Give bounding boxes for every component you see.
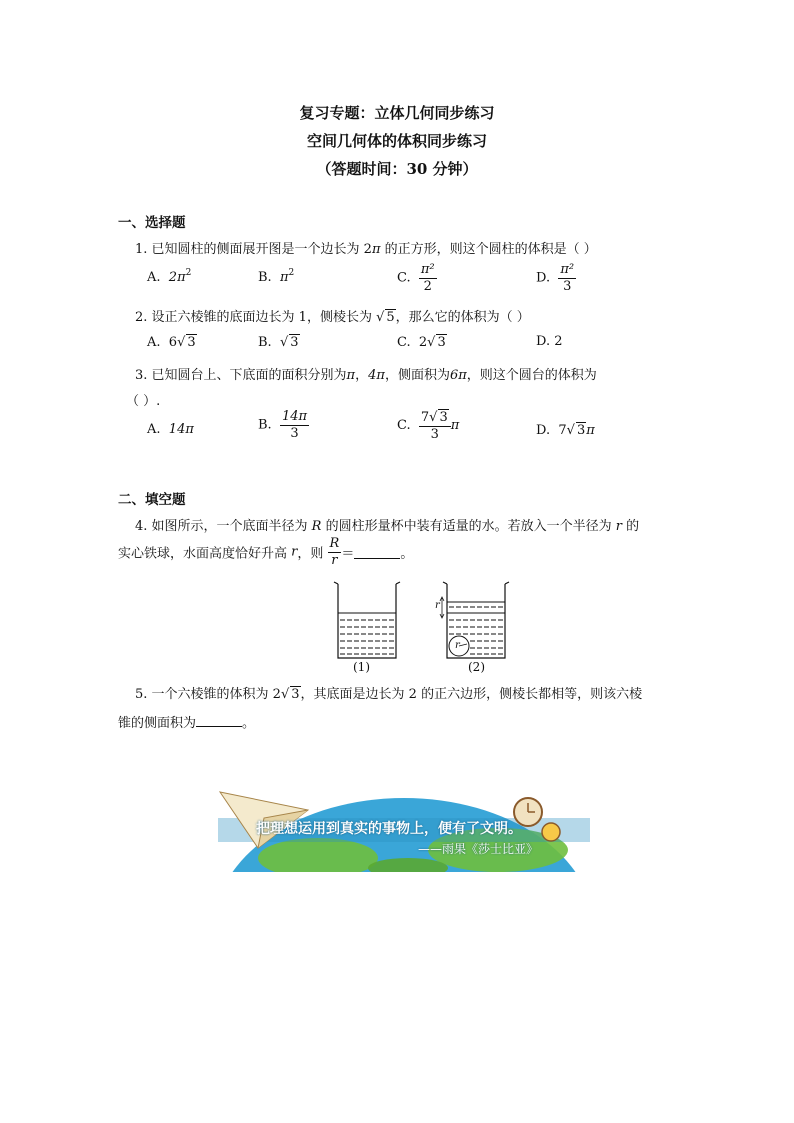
q4-answer-blank[interactable] <box>354 546 400 559</box>
fraction-denominator: 3 <box>430 426 439 442</box>
q2-option-d <box>536 334 563 349</box>
q3-area-1: π <box>346 368 356 383</box>
q3-answer-parens: （ ）. <box>126 394 161 409</box>
option-label: A. <box>147 270 161 285</box>
fraction <box>419 409 451 442</box>
sqrt-symbol: √ <box>566 423 575 438</box>
question-1 <box>135 238 597 257</box>
option-exponent: 2 <box>185 268 192 278</box>
beaker-1 <box>334 582 400 658</box>
option-radicand: 3 <box>437 335 446 350</box>
fig2-ball-label-r: r <box>455 640 460 651</box>
option-label: C. <box>397 335 411 350</box>
beaker-2 <box>440 582 509 658</box>
q4-line2-mid: ，则 <box>297 546 324 562</box>
sqrt-symbol: √ <box>279 335 289 350</box>
sqrt-symbol: √ <box>376 310 385 325</box>
fig2-label-r: r <box>435 600 440 611</box>
section-fill-heading: 二、填空题 <box>118 492 186 508</box>
doc-subtitle-time: （答题时间：30 分钟） <box>316 160 478 178</box>
question-5-line-1 <box>135 683 642 702</box>
q1-text-post: 的正方形，则这个圆柱的体积是（ ） <box>380 242 597 257</box>
q1-option-b <box>258 270 294 285</box>
q5-line2-pre: 锥的侧面积为 <box>118 716 197 731</box>
q3-text-post: ，则这个圆台的体积为 <box>466 368 597 383</box>
q5-text-post: ，其底面是边长为 2 的正六边形，侧棱长都相等，则该六棱 <box>300 687 643 702</box>
option-exponent: 2 <box>288 268 295 278</box>
fig1-caption: (1) <box>353 660 370 674</box>
option-pi: π <box>450 418 460 434</box>
option-label: B. <box>258 417 272 433</box>
q4-period: 。 <box>400 546 414 562</box>
option-label: D. <box>536 270 551 286</box>
fraction-numerator <box>419 409 451 427</box>
q4-text-post: 的圆柱形量杯中装有适量的水。若放入一个半径为 <box>321 519 616 534</box>
q1-text-pre: 1. 已知圆柱的侧面展开图是一个边长为 2 <box>135 242 372 257</box>
q2-option-b <box>258 334 300 350</box>
fraction-denominator: 3 <box>563 278 572 294</box>
option-label: D. <box>536 423 551 438</box>
q5-answer-blank[interactable] <box>196 714 242 727</box>
option-label: D. <box>536 334 551 349</box>
option-radicand: 3 <box>187 335 196 350</box>
q5-text-pre: 5. 一个六棱锥的体积为 2 <box>135 687 281 702</box>
question-5-line-2 <box>118 712 255 731</box>
option-value: 14π <box>168 422 194 437</box>
option-coefficient: 7 <box>558 423 567 438</box>
doc-title-2: 空间几何体的体积同步练习 <box>306 132 487 150</box>
option-radicand: 3 <box>290 335 299 350</box>
question-2 <box>135 306 530 325</box>
q4-text-pre: 4. 如图所示，一个底面半径为 <box>135 519 312 534</box>
option-value: 2π <box>168 270 186 285</box>
q3-option-c <box>397 409 459 442</box>
fraction <box>328 536 342 568</box>
numerator-radicand: 3 <box>439 410 448 425</box>
q3-separator: ， <box>355 368 369 383</box>
banner-quote: 把理想运用到真实的事物上，便有了文明。 <box>256 821 522 837</box>
fraction-denominator: r <box>331 552 338 568</box>
q5-radicand: 3 <box>291 687 300 702</box>
fraction <box>419 262 437 294</box>
q2-option-a <box>147 334 197 350</box>
option-label: A. <box>147 335 161 350</box>
fraction-numerator: R <box>329 536 340 551</box>
q3-text-mid: ，侧面积为 <box>384 368 450 383</box>
option-coefficient: 2 <box>418 335 428 350</box>
q3-text-pre: 3. 已知圆台上、下底面的面积分别为 <box>135 368 347 383</box>
option-label: C. <box>397 270 411 286</box>
doc-title-1: 复习专题：立体几何同步练习 <box>299 104 495 122</box>
fig2-caption: (2) <box>468 660 485 674</box>
option-coefficient: 6 <box>168 335 178 350</box>
fraction-denominator: 2 <box>423 278 432 294</box>
option-value: 2 <box>554 334 563 349</box>
q1-pi: π <box>371 242 381 257</box>
q1-option-a <box>147 270 191 285</box>
q3-option-a <box>147 422 194 437</box>
option-pi: π <box>586 423 595 438</box>
q2-text-pre: 2. 设正六棱锥的底面边长为 1，侧棱长为 <box>135 310 377 325</box>
q3-option-d <box>536 422 595 438</box>
fraction-numerator: π² <box>560 262 575 277</box>
sqrt-symbol: √ <box>427 335 436 350</box>
fraction-denominator: 3 <box>290 425 299 441</box>
q2-text-post: ，那么它的体积为（ ） <box>395 310 530 325</box>
sqrt-symbol: √ <box>280 687 290 702</box>
q5-period: 。 <box>242 716 256 731</box>
q3-option-b <box>258 409 309 441</box>
sqrt-symbol: √ <box>177 335 186 350</box>
option-value: π <box>279 270 289 285</box>
q4-line2-pre: 实心铁球，水面高度恰好升高 <box>118 546 292 562</box>
section-choice-heading: 一、选择题 <box>118 215 186 231</box>
q4-var-r: r <box>615 519 622 534</box>
fraction-numerator: 14π <box>281 409 308 424</box>
q2-option-c <box>397 334 447 350</box>
option-label: B. <box>258 335 272 350</box>
sqrt-symbol: √ <box>429 410 438 425</box>
fraction <box>280 409 309 441</box>
quote-banner <box>218 788 590 872</box>
q4-var-r: r <box>291 544 298 560</box>
banner-author: ——雨果《莎士比亚》 <box>418 842 539 856</box>
question-4-line-1 <box>135 515 639 534</box>
option-label: C. <box>397 418 411 434</box>
numerator-coefficient: 7 <box>420 410 430 425</box>
question-3 <box>135 364 597 383</box>
q2-radicand: 5 <box>386 310 395 325</box>
option-radicand: 3 <box>576 423 586 438</box>
option-label: A. <box>147 422 161 437</box>
fraction <box>558 262 576 294</box>
q4-var-R: R <box>311 519 322 534</box>
q1-option-d <box>536 262 576 294</box>
q1-option-c <box>397 262 437 294</box>
option-label: B. <box>258 270 272 285</box>
q3-lateral-area: 6π <box>449 368 467 383</box>
question-4-line-2 <box>118 536 413 568</box>
q4-equals: ＝ <box>341 546 355 562</box>
q3-area-2: 4π <box>368 368 385 383</box>
fraction-numerator: π² <box>420 262 435 277</box>
q4-text-end: 的 <box>621 519 640 534</box>
